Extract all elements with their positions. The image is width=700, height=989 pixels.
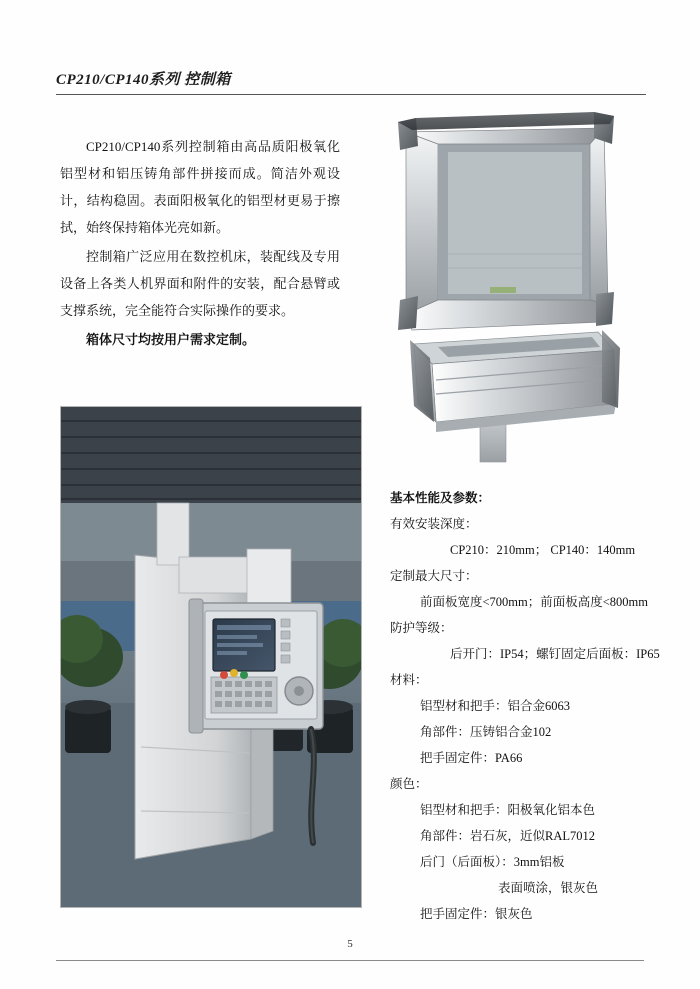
spec-line: 有效安装深度：: [390, 517, 478, 531]
spec-line: 把手固定件：PA66: [420, 751, 523, 765]
spec-line: CP210：210mm； CP140：140mm: [450, 543, 636, 557]
spec-line: 后门（后面板）：3mm铝板: [420, 855, 565, 869]
intro-paragraph-2: 控制箱广泛应用在数控机床，装配线及专用设备上各类人机界面和附件的安装，配合悬臂或支撑系统，完全能符合实际操作的要求。: [60, 249, 340, 318]
page-title: CP210/CP140系列 控制箱: [56, 72, 231, 88]
intro-text-block: [60, 133, 340, 355]
spec-line: 前面板宽度<700mm；前面板高度<800mm: [420, 595, 648, 609]
spec-line: 后开门：IP54；螺钉固定后面板：IP65: [450, 647, 660, 661]
spec-line: 颜色：: [390, 777, 428, 791]
control-box-illustration: [352, 104, 652, 464]
spec-line: 角部件：岩石灰，近似RAL7012: [420, 829, 596, 843]
intro-paragraph-1: CP210/CP140系列控制箱由高品质阳极氧化铝型材和铝压铸角部件拼接而成。简洁外观设计，结构稳固。表面阳极氧化的铝型材更易于擦拭，始终保持箱体光亮如新。: [60, 139, 340, 235]
spec-line: 防护等级：: [390, 621, 453, 635]
spec-line: 定制最大尺寸：: [390, 569, 478, 583]
page-footer: [0, 938, 700, 950]
spec-line: 表面喷涂，银灰色: [498, 881, 599, 895]
page-header: [56, 68, 646, 95]
footer-rule: [56, 960, 644, 961]
spec-line: 把手固定件：银灰色: [420, 907, 533, 921]
page-number: 5: [347, 938, 353, 950]
header-rule: [56, 94, 646, 95]
spec-line: 铝型材和把手：铝合金6063: [420, 699, 571, 713]
spec-line: 材料：: [390, 673, 428, 687]
spec-line: 铝型材和把手：阳极氧化铝本色: [420, 803, 596, 817]
spec-title: 基本性能及参数：: [390, 491, 491, 505]
installation-photo: [60, 406, 362, 908]
intro-paragraph-bold: 箱体尺寸均按用户需求定制。: [86, 332, 256, 347]
spec-block: [390, 485, 660, 927]
control-box-illustration-svg: [352, 104, 652, 464]
spec-line: 角部件：压铸铝合金102: [420, 725, 552, 739]
installation-photo-svg: [61, 407, 361, 907]
